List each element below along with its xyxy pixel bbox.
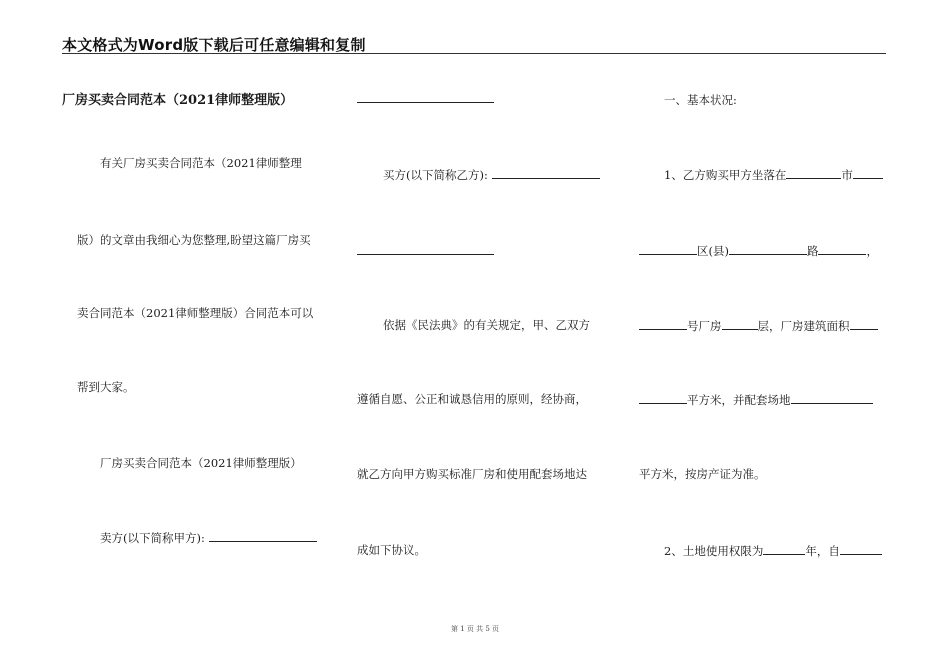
item-1-address-line [639,243,878,258]
agreement-line-1: 依据《民法典》的有关规定，甲、乙双方 [383,318,590,332]
comma: ， [866,244,878,258]
page-footer: 第 1 页 共 5 页 [450,625,500,633]
district-blank [639,243,697,255]
item-1-line [664,167,883,182]
floor-blank [722,318,758,330]
item-2-line [664,543,882,558]
district-suffix: 区(县) [697,244,729,258]
item-1-final-line: 平方米，按房产证为准。 [639,467,766,481]
seller-name-blank [209,530,317,542]
agreement-line-3: 就乙方向甲方购买标准厂房和使用配套场地达 [357,467,587,481]
intro-line-3: 卖合同范本（2021律师整理版）合同范本可以 [77,306,314,320]
factory-suffix: 号厂房 [687,319,722,333]
contract-title: 厂房买卖合同范本（2021律师整理版） [62,93,294,108]
start-date-blank [840,543,882,555]
intro-line-2: 版）的文章由我细心为您整理,盼望这篇厂房买 [77,233,311,247]
land-use-text: 2、土地使用权限为 [664,544,764,558]
contract-subtitle: 厂房买卖合同范本（2021律师整理版） [100,456,302,470]
item-1-text: 1、乙方购买甲方坐落在 [664,168,787,182]
seller-label: 卖方(以下简称甲方): [100,531,205,545]
intro-line-4: 帮到大家。 [77,380,135,394]
buyer-label: 买方(以下简称乙方): [383,168,488,182]
buyer-blank-2 [357,243,494,255]
area-blank-2 [639,392,687,404]
site-blank [791,392,873,404]
number-blank [639,318,687,330]
city-blank-2 [853,167,883,179]
item-1-building-line [639,318,878,333]
item-1-area-line [639,392,873,407]
years-blank [763,543,805,555]
years-suffix: 年，自 [805,544,840,558]
section-1-heading: 一、基本状况: [664,93,737,107]
floor-area-text: 层，厂房建筑面积 [757,319,850,333]
road-number-blank [818,243,866,255]
buyer-name-blank [492,167,600,179]
header-divider [62,53,886,54]
seller-blank-2 [357,91,494,103]
city-suffix: 市 [841,168,853,182]
city-blank [786,167,841,179]
area-blank [850,318,878,330]
agreement-line-2: 遵循自愿、公正和诚恳信用的原则，经协商， [357,392,587,406]
seller-name-continuation [357,91,494,106]
road-blank [729,243,807,255]
buyer-name-continuation [357,243,494,258]
agreement-line-4: 成如下协议。 [357,543,426,557]
road-suffix: 路 [806,244,819,258]
site-text: 平方米，并配套场地 [687,393,791,407]
seller-line [100,530,317,545]
intro-line-1: 有关厂房买卖合同范本（2021律师整理 [100,156,302,170]
buyer-line [383,167,600,182]
document-banner: 本文格式为Word版下载后可任意编辑和复制 [62,36,366,54]
